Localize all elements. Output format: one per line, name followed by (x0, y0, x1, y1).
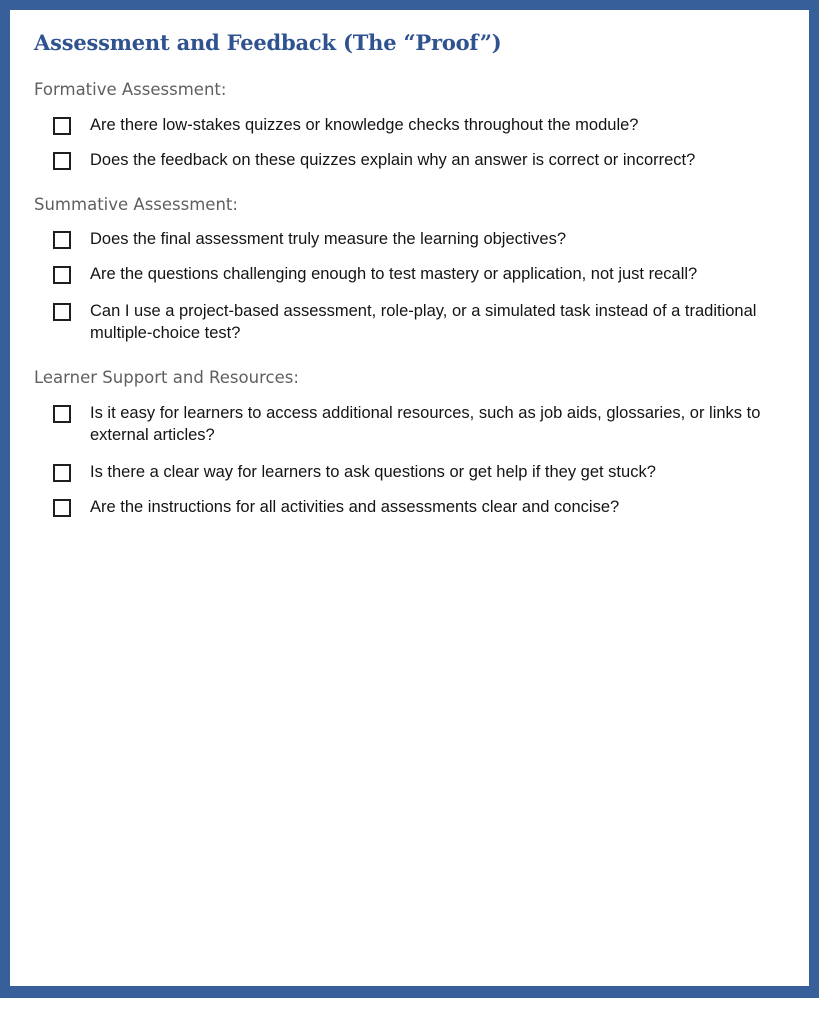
section-heading: Summative Assessment: (34, 195, 238, 214)
checkbox-icon[interactable] (53, 231, 71, 249)
checkbox-icon[interactable] (53, 405, 71, 423)
checklist-item-text: Are there low-stakes quizzes or knowledge checks throughout the module? (90, 116, 639, 134)
checklist-sheet (10, 10, 809, 986)
checkbox-icon[interactable] (53, 303, 71, 321)
checklist-item-text: Is it easy for learners to access additional resources, such as job aids, glossaries, or links to external articles? (90, 404, 761, 444)
checkbox-icon[interactable] (53, 117, 71, 135)
checklist-item-text: Does the feedback on these quizzes explain why an answer is correct or incorrect? (90, 151, 696, 169)
checkbox-icon[interactable] (53, 152, 71, 170)
checklist-item-text: Is there a clear way for learners to ask questions or get help if they get stuck? (90, 463, 656, 481)
checklist-item-text: Does the final assessment truly measure the learning objectives? (90, 230, 566, 248)
page-title: Assessment and Feedback (The “Proof”) (34, 30, 502, 55)
checkbox-icon[interactable] (53, 499, 71, 517)
checkbox-icon[interactable] (53, 464, 71, 482)
checklist-item-text: Are the questions challenging enough to test mastery or application, not just recall? (90, 265, 698, 283)
checkbox-icon[interactable] (53, 266, 71, 284)
checklist-item-text: Can I use a project-based assessment, role-play, or a simulated task instead of a traditional multiple-choice test? (90, 302, 757, 342)
checklist-item-text: Are the instructions for all activities and assessments clear and concise? (90, 498, 620, 516)
section-heading: Formative Assessment: (34, 80, 227, 99)
section-heading: Learner Support and Resources: (34, 368, 299, 387)
